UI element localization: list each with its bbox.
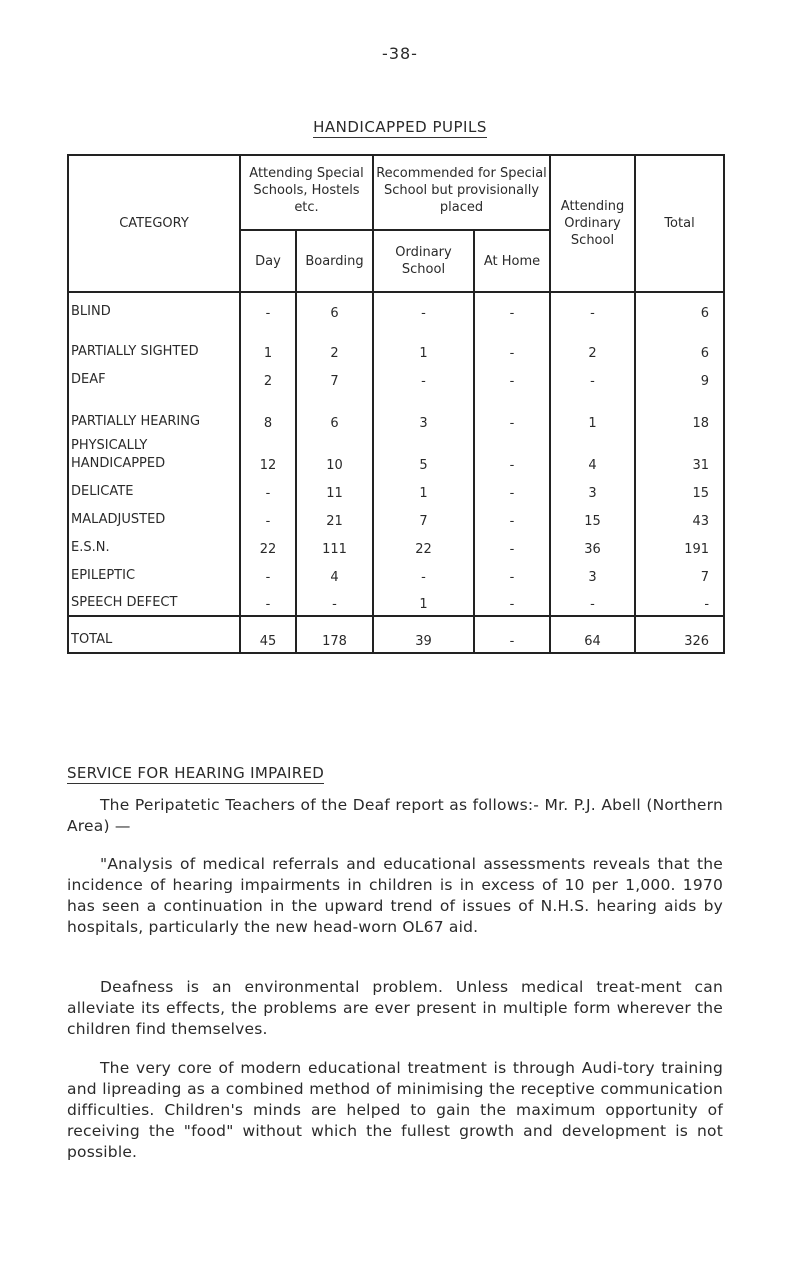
total-boarding-cell: 178: [296, 616, 373, 653]
header-recommended: Recommended for Special School but provisionally placed: [373, 155, 550, 230]
ordinary-school-cell: 3: [373, 392, 474, 434]
day-cell: 2: [240, 364, 296, 392]
at-home-cell: -: [474, 532, 550, 560]
total-cell: 9: [635, 364, 724, 392]
total-cell: 7: [635, 560, 724, 588]
category-cell: EPILEPTIC: [68, 560, 240, 588]
total-cell: 6: [635, 292, 724, 324]
day-cell: -: [240, 504, 296, 532]
total-total-cell: 326: [635, 616, 724, 653]
day-cell: -: [240, 292, 296, 324]
total-cell: 15: [635, 476, 724, 504]
total-cell: 43: [635, 504, 724, 532]
table-row: [68, 476, 724, 504]
at-home-cell: -: [474, 504, 550, 532]
day-cell: 12: [240, 434, 296, 476]
at-home-cell: -: [474, 476, 550, 504]
page-title: [0, 118, 800, 136]
boarding-cell: 11: [296, 476, 373, 504]
table-row: [68, 324, 724, 364]
total-day-cell: 45: [240, 616, 296, 653]
at-home-cell: -: [474, 434, 550, 476]
category-cell: PARTIALLY HEARING: [68, 392, 240, 434]
boarding-cell: 6: [296, 292, 373, 324]
total-cell: 18: [635, 392, 724, 434]
ordinary-school-cell: 22: [373, 532, 474, 560]
header-category: CATEGORY: [68, 155, 240, 292]
header-ordinary-school: Ordinary School: [373, 230, 474, 292]
header-at-home: At Home: [474, 230, 550, 292]
day-cell: 1: [240, 324, 296, 364]
attending-ordinary-cell: 15: [550, 504, 635, 532]
table-row: [68, 560, 724, 588]
table-row: [68, 588, 724, 616]
category-cell: E.S.N.: [68, 532, 240, 560]
table-row: [68, 292, 724, 324]
attending-ordinary-cell: 3: [550, 476, 635, 504]
boarding-cell: -: [296, 588, 373, 616]
at-home-cell: -: [474, 292, 550, 324]
attending-ordinary-cell: 1: [550, 392, 635, 434]
boarding-cell: 10: [296, 434, 373, 476]
table-row: [68, 504, 724, 532]
at-home-cell: -: [474, 588, 550, 616]
ordinary-school-cell: 7: [373, 504, 474, 532]
attending-ordinary-cell: 3: [550, 560, 635, 588]
day-cell: -: [240, 476, 296, 504]
total-row: [68, 616, 724, 653]
handicapped-pupils-table: [67, 154, 725, 654]
total-cell: 31: [635, 434, 724, 476]
boarding-cell: 111: [296, 532, 373, 560]
header-day: Day: [240, 230, 296, 292]
paragraph-analysis: "Analysis of medical referrals and educational assessments reveals that the incidence of hearing impairments in children is in excess of 10 per 1,000. 1970 has seen a continuation in the upward trend of issues of N.H.S. hearing aids by hospitals, particularly the new head-worn OL67 aid.: [67, 855, 723, 936]
category-cell: DELICATE: [68, 476, 240, 504]
ordinary-school-cell: -: [373, 364, 474, 392]
attending-ordinary-cell: -: [550, 292, 635, 324]
total-attending-ordinary-cell: 64: [550, 616, 635, 653]
total-cell: 6: [635, 324, 724, 364]
at-home-cell: -: [474, 560, 550, 588]
attending-ordinary-cell: 36: [550, 532, 635, 560]
table-row: [68, 364, 724, 392]
ordinary-school-cell: -: [373, 292, 474, 324]
at-home-cell: -: [474, 364, 550, 392]
category-cell: SPEECH DEFECT: [68, 588, 240, 616]
section-heading-text: SERVICE FOR HEARING IMPAIRED: [67, 764, 325, 782]
attending-ordinary-cell: 4: [550, 434, 635, 476]
header-boarding: Boarding: [296, 230, 373, 292]
at-home-cell: -: [474, 324, 550, 364]
table-row: [68, 434, 724, 476]
total-at-home-cell: -: [474, 616, 550, 653]
ordinary-school-cell: 1: [373, 324, 474, 364]
total-ordinary-school-cell: 39: [373, 616, 474, 653]
ordinary-school-cell: -: [373, 560, 474, 588]
category-cell: BLIND: [68, 292, 240, 324]
category-cell: PARTIALLY SIGHTED: [68, 324, 240, 364]
category-cell: MALADJUSTED: [68, 504, 240, 532]
attending-ordinary-cell: 2: [550, 324, 635, 364]
table-row: [68, 532, 724, 560]
boarding-cell: 7: [296, 364, 373, 392]
ordinary-school-cell: 1: [373, 476, 474, 504]
header-attending-special: Attending Special Schools, Hostels etc.: [240, 155, 373, 230]
section-heading: [67, 764, 324, 782]
day-cell: 8: [240, 392, 296, 434]
attending-ordinary-cell: -: [550, 588, 635, 616]
total-cell: 191: [635, 532, 724, 560]
ordinary-school-cell: 1: [373, 588, 474, 616]
boarding-cell: 4: [296, 560, 373, 588]
paragraph-intro: The Peripatetic Teachers of the Deaf report as follows:- Mr. P.J. Abell (Northern Area) —: [67, 796, 723, 835]
day-cell: -: [240, 560, 296, 588]
category-cell: PHYSICALLY HANDICAPPED: [68, 434, 240, 476]
total-category-cell: TOTAL: [68, 616, 240, 653]
total-cell: -: [635, 588, 724, 616]
paragraph-treatment: The very core of modern educational treatment is through Audi-tory training and lipreading as a combined method of minimising the receptive communication difficulties. Children's minds are helped to gain the maximum opportunity of receiving the "food" without which the fullest growth and development is not possible.: [67, 1059, 723, 1161]
page-title-text: HANDICAPPED PUPILS: [313, 118, 487, 136]
header-attending-ordinary: Attending Ordinary School: [550, 155, 635, 292]
ordinary-school-cell: 5: [373, 434, 474, 476]
table-row: [68, 392, 724, 434]
day-cell: -: [240, 588, 296, 616]
boarding-cell: 2: [296, 324, 373, 364]
day-cell: 22: [240, 532, 296, 560]
category-cell: DEAF: [68, 364, 240, 392]
page-number: -38-: [382, 44, 418, 63]
boarding-cell: 6: [296, 392, 373, 434]
boarding-cell: 21: [296, 504, 373, 532]
header-total: Total: [635, 155, 724, 292]
attending-ordinary-cell: -: [550, 364, 635, 392]
paragraph-deafness: Deafness is an environmental problem. Unless medical treat-ment can alleviate its effects, the problems are ever present in multiple form wherever the children find themselves.: [67, 978, 723, 1038]
at-home-cell: -: [474, 392, 550, 434]
